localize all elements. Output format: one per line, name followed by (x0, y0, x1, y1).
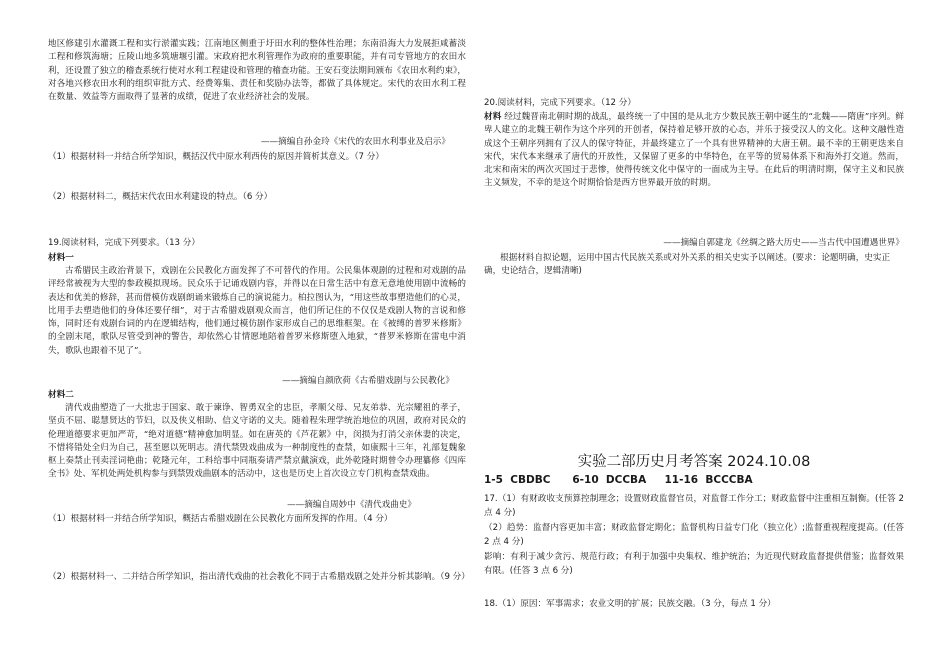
question-20-material-label: 材料 (484, 112, 502, 122)
question-20-source: ——摘编自郭建龙《丝绸之路大历史——当古代中国遭遇世界》 (663, 238, 904, 248)
question-19-material-one-source: ——摘编自颜欣荷《古希腊戏剧与公民教化》 (282, 376, 454, 386)
answer-17-3: 影响：有利于减少贪污、规范行政；有利于加强中央集权、维护统治；为近现代财政监督提供借鉴；监督效果有限。(任答 3 点 6 分) (484, 552, 904, 576)
question-19-material-one-label: 材料一 (48, 253, 74, 263)
question-19-material-two-text: 清代戏曲塑造了一大批忠于国家、敢于谏诤、智勇双全的忠臣，孝顺父母、兄友弟恭、光宗耀祖的孝子，坚贞不屈、聪慧贤达的节妇，以及侠义相助、信义守诺的义夫。随着程朱理学统治地位的巩固，政府对民众的伦理道德要求更加严苛，“绝对道德”精神愈加明显。如在唐英的《芦花絮》中，闵损为打消父亲休妻的决定，不惜将错处全归为自己，甚至愿以死明志。清代禁毁戏曲成为一种制度性的查禁，如康熙十三年，礼部复魏象枢上奏禁止刊卖淫词艳曲；乾隆元年，工科给事中同瓶奏请严禁京戴演戏，此外乾隆时期曾令办理纂修《四库全书》处、军机处两处机构参与到禁毁戏曲剧本的活动中，这也是历史上首次设立专门机构查禁戏曲。 (48, 403, 466, 480)
question-19-2: （2）根据材料一、二并结合所学知识，指出清代戏曲的社会教化不同于古希腊戏剧之处并分析其影响。（9 分） (48, 572, 470, 582)
answer-title: 实验二部历史月考答案 2024.10.08 (577, 454, 811, 470)
material-two-source: ——摘编自孙金玲《宋代的农田水利事业及启示》 (260, 137, 450, 147)
question-19-material-two-source: ——摘编自周妙中《清代戏曲史》 (287, 500, 416, 510)
answer-keys: 1-5 CBDBC 6-10 DCCBA 11-16 BCCCBA (484, 474, 753, 486)
question-18-2: （2）根据材料二，概括宋代农田水利建设的特点。（6 分） (48, 192, 273, 202)
answer-18-1: 18.（1）原因：军事需求；农业文明的扩展；民族交融。（3 分，每点 1 分） (484, 599, 776, 609)
question-20-requirement: 根据材料自拟论题，运用中国古代民族关系或对外关系的相关史实予以阐述。(要求：论题明确，史实正确，史论结合，逻辑清晰) (484, 253, 891, 276)
question-19-material-one-text: 古希腊民主政治背景下，戏剧在公民教化方面发挥了不可替代的作用。公民集体观剧的过程和对戏剧的品评经常被视为大型的参政模拟现场。民众乐于记诵戏剧内容，并得以在日常生活中有意无意地使用剧中流畅的表达和优美的修辞，甚而借模仿戏剧朗诵来锻炼自己的演说能力。柏拉图认为，“用这些故事塑造他们的心灵，比用手去塑造他们的身体还要仔细”，对于古希腊戏剧观众而言，他们所记住的不仅仅是戏剧人物的言说和修饰，同时还有戏剧台词的内在逻辑结构，他们通过模仿剧作家形成自己的思维框架。在《被缚的普罗米修斯》的全剧末尾，歌队尽管受到神的警告，却依然心甘情愿地陪着普罗米修斯堕入地狱，“普罗米修斯在雷电中消失，歌队也跟着不见了”。 (48, 266, 466, 356)
question-19-material-two-label: 材料二 (48, 390, 74, 400)
question-19-1: （1）根据材料一并结合所学知识，概括古希腊戏剧在公民教化方面所发挥的作用。（4 分） (48, 514, 393, 524)
material-two-text: 地区修建引水灌溉工程和实行淤灌实践；江南地区侧重于圩田水利的整体性治理；东南沿海大力发展拒咸蓄淡工程和修筑海塘；丘陵山地多筑塘堰引灌。宋政府把水利管理作为政府的重要职能，并有司专管地方的农田水利，还设置了独立的稽查系统行使对水利工程建设和管理的稽查功能。王安石变法期间颁布《农田水利约束》，对各地兴修农田水利的组织审批方式、经费筹集、责任和奖励办法等，都做了具体规定。宋代的农田水利工程在数量、效益等方面取得了显著的成绩，促进了农业经济社会的发展。 (48, 39, 466, 103)
question-18-1: （1）根据材料一并结合所学知识，概括汉代中原水利西传的原因并简析其意义。（7 分） (48, 152, 384, 162)
question-20-material-text: 经过魏晋南北朝时期的战乱，最终统一了中国的是从北方少数民族王朝中诞生的“北魏——隋唐”序列。鲜卑人建立的北魏王朝作为这个序列的开创者，保持着足够开放的心态，并乐于接受汉人的文化。这种文融性造成这个王朝序列拥有了汉人的保守特征，并最终建立了一个具有世界精神的大唐王朝。最不幸的王朝更迭来自宋代，宋代本来继承了唐代的开放性，又保留了更多的中华特色，在平等的贸易体系下和海外打交道。然而，北宋和南宋的两次灭国过于悲惨，使得传统文化中保守的一面成为主导。在此后的明清时期，保守主义和民族主义频发，不幸的是这个时期恰恰是西方世界最开放的时期。 (484, 112, 904, 189)
question-20-material (484, 111, 904, 191)
answer-17-1: 17.（1）有财政收支预算控制理念；设置财政监督官员，对监督工作分工；财政监督中注重相互制衡。(任答 2 点 4 分) (484, 494, 904, 518)
answer-17-2: （2）趋势：监督内容更加丰富；财政监督定期化；监督机构日益专门化（独立化）;监督重视程度提高。(任答 2 点 4 分) (484, 523, 904, 547)
question-19-title: 19.阅读材料，完成下列要求。（13 分） (48, 238, 200, 248)
question-20-title: 20.阅读材料，完成下列要求。（12 分） (484, 98, 636, 108)
